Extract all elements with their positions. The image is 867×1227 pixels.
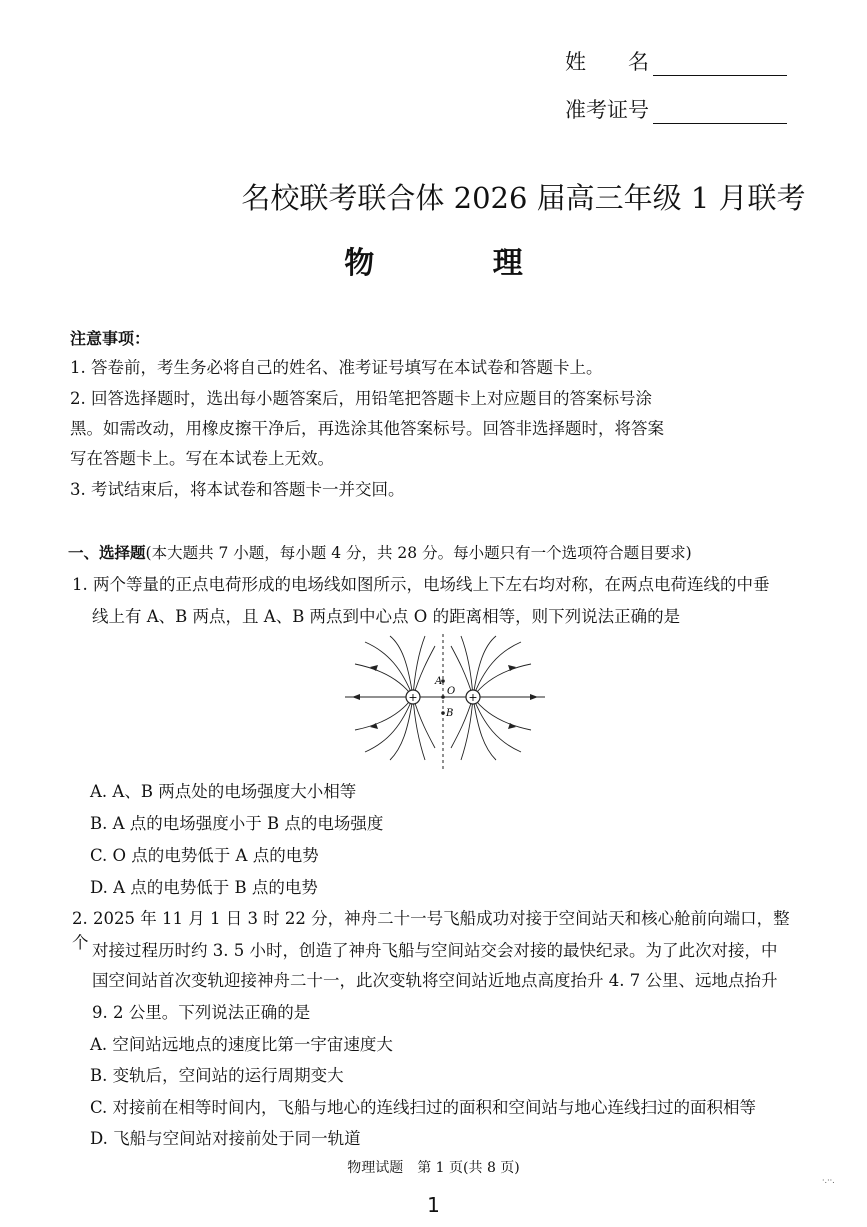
notice-line-2: 2. 回答选择题时，选出每小题答案后，用铅笔把答题卡上对应题目的答案标号涂 xyxy=(70,389,652,408)
q2-stem-line-3: 国空间站首次变轨迎接神舟二十一，此次变轨将空间站近地点高度抬升 4. 7 公里、远地点抬升 xyxy=(92,971,778,990)
name-blank[interactable] xyxy=(653,53,787,76)
label-a: A xyxy=(435,676,443,687)
notice-line-5: 3. 考试结束后，将本试卷和答题卡一并交回。 xyxy=(70,480,405,499)
q2-option-d[interactable]: D. 飞船与空间站对接前处于同一轨道 xyxy=(90,1129,361,1148)
q2-option-c[interactable]: C. 对接前在相等时间内，飞船与地心的连线扫过的面积和空间站与地心连线扫过的面积相等 xyxy=(90,1098,757,1117)
scan-mark: ·.··. xyxy=(822,1176,835,1185)
name-field-row xyxy=(565,46,787,76)
field-lines xyxy=(345,636,545,760)
left-charge-sign: + xyxy=(408,691,418,704)
exam-id-label: 准考证号 xyxy=(565,98,649,122)
point-o-dot xyxy=(441,695,445,699)
name-label: 姓 名 xyxy=(565,50,649,74)
notice-line-4: 写在答题卡上。写在本试卷上无效。 xyxy=(70,449,334,468)
q2-option-b[interactable]: B. 变轨后，空间站的运行周期变大 xyxy=(90,1066,344,1085)
subject-title: 物 理 xyxy=(344,246,577,281)
label-o: O xyxy=(447,686,456,697)
q1-stem-line-2: 线上有 A、B 两点，且 A、B 两点到中心点 O 的距离相等，则下列说法正确的是 xyxy=(92,607,681,626)
notice-line-1: 1. 答卷前，考生务必将自己的姓名、准考证号填写在本试卷和答题卡上。 xyxy=(70,358,603,377)
right-charge-sign: + xyxy=(468,691,478,704)
q1-stem-line-1: 1. 两个等量的正点电荷形成的电场线如图所示，电场线上下左右均对称，在两点电荷连线的中垂 xyxy=(72,575,770,594)
section-title: 一、选择题 xyxy=(68,543,146,562)
q2-stem-line-1: 2. 2025 年 11 月 1 日 3 时 22 分，神舟二十一号飞船成功对接于空间站天和核心舱前向端口，整个 xyxy=(72,909,790,952)
exam-title: 名校联考联合体 2026 届高三年级 1 月联考 xyxy=(241,181,806,215)
section-heading xyxy=(68,541,692,563)
notice-line-3: 黑。如需改动，用橡皮擦干净后，再选涂其他答案标号。回答非选择题时，将答案 xyxy=(70,419,664,438)
q1-option-c[interactable]: C. O 点的电势低于 A 点的电势 xyxy=(90,846,319,865)
q2-stem-line-4: 9. 2 公里。下列说法正确的是 xyxy=(92,1003,311,1022)
q1-option-d[interactable]: D. A 点的电势低于 B 点的电势 xyxy=(90,878,318,897)
label-b: B xyxy=(446,708,454,719)
q2-stem-line-2: 对接过程历时约 3. 5 小时，创造了神舟飞船与空间站交会对接的最快纪录。为了此次对接，中 xyxy=(92,941,778,960)
q1-option-a[interactable]: A. A、B 两点处的电场强度大小相等 xyxy=(90,782,357,801)
exam-id-field-row xyxy=(565,94,787,124)
page-footer: 物理试题 第 1 页(共 8 页) xyxy=(347,1160,520,1176)
q2-option-a[interactable]: A. 空间站远地点的速度比第一宇宙速度大 xyxy=(90,1035,393,1054)
page-number: 1 xyxy=(427,1193,440,1217)
exam-id-blank[interactable] xyxy=(653,101,787,124)
electric-field-figure xyxy=(340,634,550,769)
notice-heading: 注意事项： xyxy=(70,329,151,348)
q1-option-b[interactable]: B. A 点的电场强度小于 B 点的电场强度 xyxy=(90,814,384,833)
section-note: (本大题共 7 小题，每小题 4 分，共 28 分。每小题只有一个选项符合题目要求) xyxy=(145,544,692,562)
point-b-dot xyxy=(441,711,445,715)
